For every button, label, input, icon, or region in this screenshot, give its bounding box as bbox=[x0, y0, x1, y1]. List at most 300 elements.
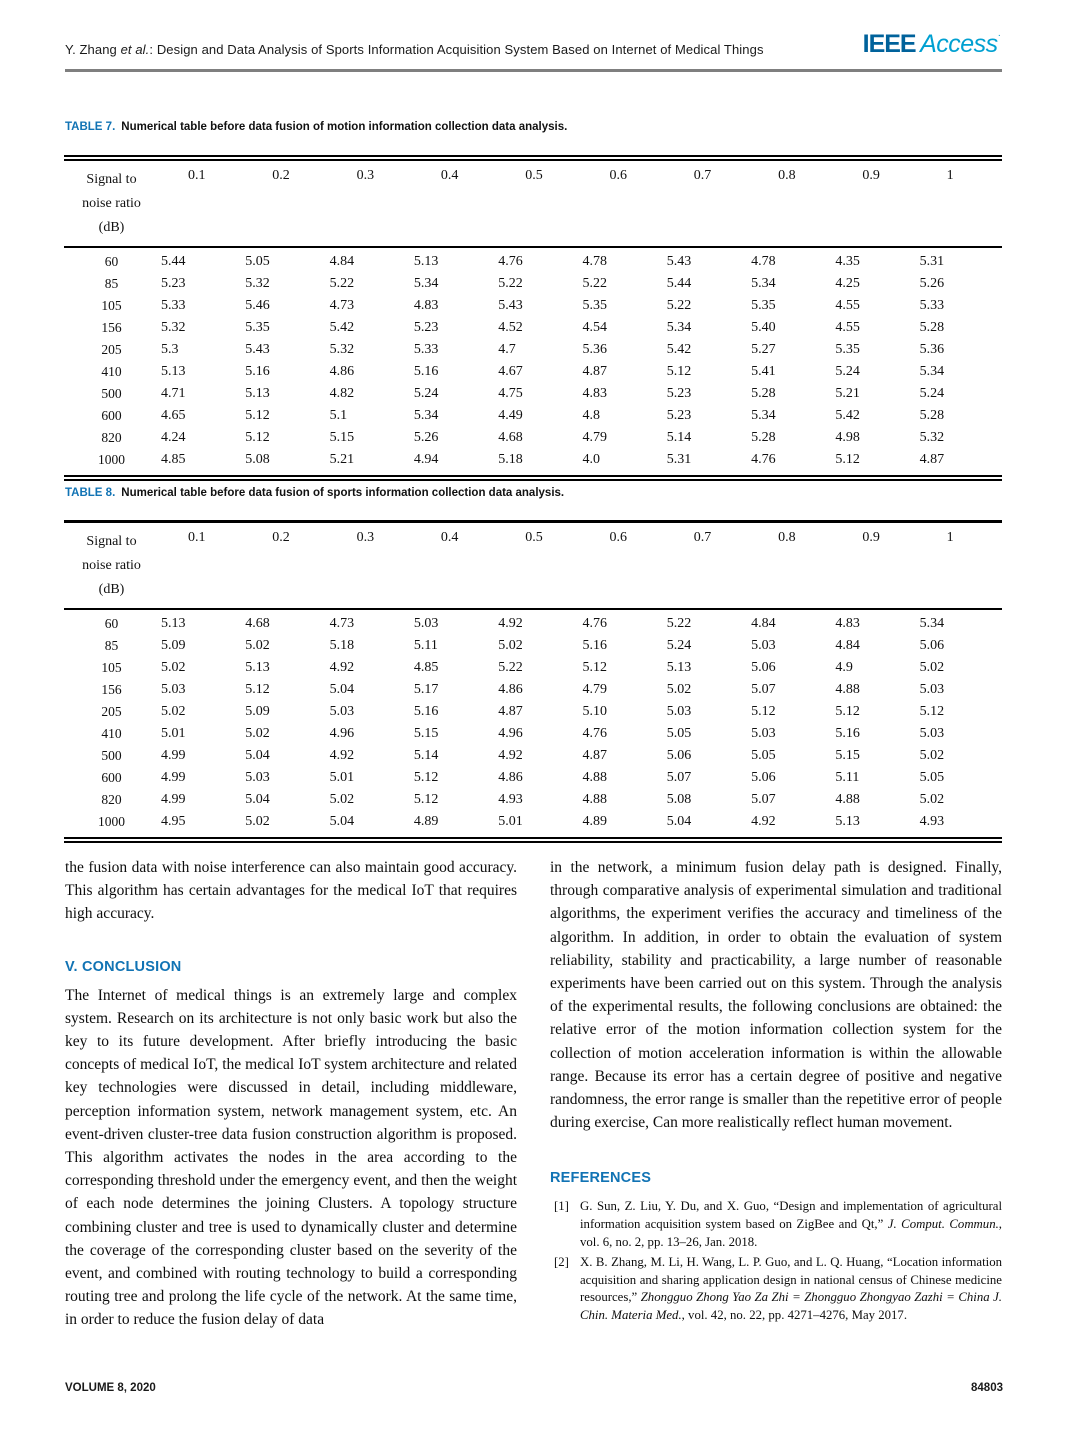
cell-value: 4.35 bbox=[835, 254, 860, 269]
cell-value: 4.99 bbox=[161, 770, 186, 785]
conclusion-paragraph: The Internet of medical things is an extremely large and complex system. Research on its architecture is not only basic work but also the key to its future development. After briefly introducing the basic concepts of medical IoT, the medical IoT system architecture and related key technologies were discussed in detail, including middleware, perception information system, network management system, etc. An event-driven cluster-tree data fusion construction algorithm is proposed. This algorithm activates the nodes in the area according to the corresponding threshold under the emergency event, and then the weight of each node determines the joining Clusters. A topology structure combining cluster and tree is used to dynamically cluster and determine the coverage of the corresponding cluster based on the severity of the event, and combined with routing technology to build a corresponding routing tree and prolong the life cycle of the network. At the same time, in order to reduce the fusion delay of data bbox=[65, 986, 517, 1329]
row-label: 105 bbox=[101, 660, 122, 675]
cell-value: 5.24 bbox=[413, 386, 439, 401]
cell-value: 5.12 bbox=[751, 704, 776, 719]
table8-caption bbox=[65, 487, 564, 499]
cell-value: 5.12 bbox=[413, 792, 439, 807]
cell-value: 5.02 bbox=[245, 638, 270, 653]
cell-value: 4.92 bbox=[498, 748, 523, 763]
cell-value: 5.23 bbox=[666, 386, 692, 401]
table-row bbox=[64, 635, 1002, 657]
cell-value: 5.12 bbox=[835, 452, 860, 467]
cell-value: 5.12 bbox=[245, 682, 270, 697]
cell-value: 5.05 bbox=[245, 254, 270, 269]
cell-value: 5.13 bbox=[666, 660, 692, 675]
cell-value: 5.05 bbox=[666, 726, 692, 741]
cell-value: 5.03 bbox=[751, 726, 776, 741]
cell-value: 5.08 bbox=[245, 452, 270, 467]
running-head-etal: et al. bbox=[120, 42, 150, 57]
references-list bbox=[550, 1198, 1002, 1324]
reference-text: X. B. Zhang, M. Li, H. Wang, L. P. Guo, and L. Q. Huang, “Location information acquisition and sharing application design in national census of Chinese medicine resources,” bbox=[580, 1255, 1002, 1305]
cell-value: 5.04 bbox=[245, 792, 270, 807]
cell-value: 5.18 bbox=[498, 452, 523, 467]
column-header: 0.2 bbox=[272, 168, 290, 183]
cell-value: 4.85 bbox=[413, 660, 439, 675]
cell-value: 4.93 bbox=[919, 814, 945, 829]
cell-value: 4.73 bbox=[329, 298, 355, 313]
reference-text: , vol. 6, no. 2, pp. 13–26, Jan. 2018. bbox=[580, 1217, 1002, 1249]
cell-value: 5.02 bbox=[498, 638, 523, 653]
cell-value: 4.9 bbox=[835, 660, 853, 675]
row-label: 205 bbox=[101, 342, 122, 357]
cell-value: 5.01 bbox=[498, 814, 523, 829]
table8-caption-text: Numerical table before data fusion of sports information collection data analysis. bbox=[121, 487, 565, 499]
cell-value: 5.33 bbox=[413, 342, 439, 357]
cell-value: 4.93 bbox=[498, 792, 523, 807]
cell-value: 4.84 bbox=[329, 254, 355, 269]
left-paragraph: the fusion data with noise interference can also maintain good accuracy. This algorithm has certain advantages for the medical IoT that requires high accuracy. bbox=[65, 859, 517, 923]
cell-value: 4.92 bbox=[329, 660, 355, 675]
table-row bbox=[64, 789, 1002, 811]
cell-value: 4.78 bbox=[582, 254, 607, 269]
table-row bbox=[64, 427, 1002, 449]
reference-text: , vol. 42, no. 22, pp. 4271–4276, May 2017. bbox=[681, 1308, 908, 1322]
running-head-title: : Design and Data Analysis of Sports Information Acquisition System Based on Internet of Medical Things bbox=[149, 42, 764, 57]
cell-value: 4.92 bbox=[329, 748, 355, 763]
cell-value: 5.06 bbox=[666, 748, 692, 763]
cell-value: 4.89 bbox=[582, 814, 607, 829]
column-header: 0.6 bbox=[609, 168, 627, 183]
cell-value: 5.22 bbox=[666, 298, 692, 313]
cell-value: 5.13 bbox=[161, 616, 186, 631]
cell-value: 5.05 bbox=[751, 748, 776, 763]
table-row bbox=[64, 295, 1002, 317]
cell-value: 5.15 bbox=[835, 748, 860, 763]
cell-value: 5.09 bbox=[161, 638, 186, 653]
cell-value: 4.87 bbox=[919, 452, 945, 467]
cell-value: 5.23 bbox=[161, 276, 186, 291]
ieee-logo-text: IEEE bbox=[862, 30, 916, 58]
table-row bbox=[64, 701, 1002, 723]
cell-value: 5.03 bbox=[666, 704, 692, 719]
cell-value: 5.40 bbox=[751, 320, 776, 335]
cell-value: 5.32 bbox=[161, 320, 186, 335]
cell-value: 4.98 bbox=[835, 430, 860, 445]
column-header: 0.6 bbox=[609, 530, 627, 545]
header-row bbox=[64, 522, 1002, 610]
page-number: 84803 bbox=[971, 1382, 1003, 1394]
cell-value: 4.88 bbox=[582, 770, 607, 785]
cell-value: 5.22 bbox=[498, 276, 523, 291]
table7-header bbox=[64, 158, 1002, 247]
cell-value: 5.22 bbox=[666, 616, 692, 631]
cell-value: 5.28 bbox=[919, 408, 945, 423]
cell-value: 5.35 bbox=[751, 298, 776, 313]
cell-value: 5.22 bbox=[582, 276, 607, 291]
cell-value: 5.06 bbox=[751, 660, 776, 675]
row-header-title: Signal to noise ratio (dB) bbox=[82, 534, 141, 597]
table-row bbox=[64, 339, 1002, 361]
cell-value: 5.17 bbox=[413, 682, 439, 697]
row-label: 1000 bbox=[98, 814, 125, 829]
cell-value: 5.36 bbox=[919, 342, 945, 357]
cell-value: 5.07 bbox=[751, 792, 776, 807]
cell-value: 4.84 bbox=[835, 638, 860, 653]
logo-trademark: · bbox=[997, 30, 1001, 41]
cell-value: 5.36 bbox=[582, 342, 607, 357]
column-header: 0.7 bbox=[693, 168, 712, 183]
cell-value: 4.83 bbox=[413, 298, 439, 313]
column-header: 0.8 bbox=[778, 168, 796, 183]
cell-value: 5.05 bbox=[919, 770, 945, 785]
cell-value: 5.11 bbox=[413, 638, 438, 653]
cell-value: 5.12 bbox=[666, 364, 692, 379]
reference-text: G. Sun, Z. Liu, Y. Du, and X. Guo, “Design and implementation of agricultural information acquisition system based on ZigBee and Qt,” bbox=[580, 1199, 1002, 1232]
cell-value: 5.18 bbox=[329, 638, 355, 653]
cell-value: 5.13 bbox=[245, 386, 270, 401]
cell-value: 5.34 bbox=[919, 616, 945, 631]
cell-value: 4.86 bbox=[498, 682, 523, 697]
cell-value: 5.04 bbox=[329, 682, 355, 697]
reference-item bbox=[550, 1254, 1002, 1324]
cell-value: 5.02 bbox=[329, 792, 355, 807]
cell-value: 5.12 bbox=[919, 704, 945, 719]
cell-value: 4.87 bbox=[582, 364, 607, 379]
cell-value: 5.41 bbox=[751, 364, 776, 379]
cell-value: 5.32 bbox=[919, 430, 945, 445]
cell-value: 5.26 bbox=[413, 430, 439, 445]
column-header: 0.7 bbox=[693, 530, 712, 545]
table-row bbox=[64, 317, 1002, 339]
cell-value: 4.95 bbox=[161, 814, 186, 829]
cell-value: 5.14 bbox=[666, 430, 692, 445]
column-header: 1 bbox=[946, 530, 954, 545]
cell-value: 4.99 bbox=[161, 748, 186, 763]
cell-value: 4.78 bbox=[751, 254, 776, 269]
cell-value: 5.02 bbox=[245, 814, 270, 829]
cell-value: 5.34 bbox=[919, 364, 945, 379]
ieee-access-logo bbox=[863, 30, 1001, 59]
cell-value: 4.68 bbox=[245, 616, 270, 631]
cell-value: 5.23 bbox=[666, 408, 692, 423]
column-header: 0.1 bbox=[188, 168, 206, 183]
cell-value: 5.06 bbox=[751, 770, 776, 785]
cell-value: 4.88 bbox=[835, 792, 860, 807]
cell-value: 5.01 bbox=[329, 770, 355, 785]
cell-value: 5.03 bbox=[245, 770, 270, 785]
cell-value: 5.1 bbox=[329, 408, 348, 423]
cell-value: 5.23 bbox=[413, 320, 439, 335]
column-header: 0.5 bbox=[525, 530, 543, 545]
header-divider bbox=[65, 69, 1002, 72]
right-column bbox=[550, 856, 1002, 1332]
cell-value: 4.49 bbox=[498, 408, 523, 423]
cell-value: 4.89 bbox=[413, 814, 439, 829]
cell-value: 5.13 bbox=[835, 814, 860, 829]
cell-value: 4.83 bbox=[835, 616, 860, 631]
cell-value: 5.12 bbox=[582, 660, 607, 675]
row-label: 500 bbox=[101, 386, 122, 401]
page-footer bbox=[65, 1382, 1003, 1394]
table7 bbox=[64, 155, 1002, 481]
table7-caption-text: Numerical table before data fusion of motion information collection data analysis. bbox=[121, 121, 568, 133]
table-row bbox=[64, 811, 1002, 840]
cell-value: 5.12 bbox=[835, 704, 860, 719]
cell-value: 5.14 bbox=[413, 748, 439, 763]
row-label: 105 bbox=[101, 298, 122, 313]
cell-value: 4.94 bbox=[413, 452, 439, 467]
cell-value: 4.76 bbox=[582, 616, 607, 631]
cell-value: 4.84 bbox=[751, 616, 776, 631]
cell-value: 4.8 bbox=[582, 408, 600, 423]
cell-value: 4.86 bbox=[498, 770, 523, 785]
table8 bbox=[64, 520, 1002, 843]
cell-value: 4.96 bbox=[498, 726, 523, 741]
cell-value: 5.21 bbox=[835, 386, 860, 401]
cell-value: 4.55 bbox=[835, 298, 860, 313]
text-columns bbox=[65, 856, 1002, 1332]
reference-journal: J. Comput. Commun. bbox=[887, 1217, 999, 1232]
references-heading: REFERENCES bbox=[550, 1170, 652, 1187]
row-header-title: Signal to noise ratio (dB) bbox=[82, 172, 141, 235]
table7-caption bbox=[65, 121, 567, 133]
row-label: 820 bbox=[101, 430, 122, 445]
cell-value: 5.35 bbox=[582, 298, 607, 313]
running-head-pre: Y. Zhang bbox=[65, 42, 121, 57]
row-label: 410 bbox=[101, 364, 122, 379]
table-row bbox=[64, 657, 1002, 679]
column-header: 0.4 bbox=[440, 530, 459, 545]
cell-value: 5.32 bbox=[329, 342, 355, 357]
cell-value: 5.02 bbox=[245, 726, 270, 741]
cell-value: 5.13 bbox=[245, 660, 270, 675]
table-row bbox=[64, 745, 1002, 767]
cell-value: 5.02 bbox=[161, 704, 186, 719]
column-header: 0.1 bbox=[188, 530, 206, 545]
cell-value: 4.68 bbox=[498, 430, 523, 445]
table-row bbox=[64, 723, 1002, 745]
cell-value: 4.73 bbox=[329, 616, 355, 631]
cell-value: 5.43 bbox=[666, 254, 692, 269]
cell-value: 5.16 bbox=[245, 364, 270, 379]
volume-label: VOLUME 8, 2020 bbox=[65, 1382, 156, 1394]
right-paragraph: in the network, a minimum fusion delay path is designed. Finally, through comparative analysis of experimental simulation and traditional algorithms, the experiment verifies the accuracy and timeliness of the algorithm. In addition, in order to obtain the evaluation of system reliability, stability and practicability, a large number of reasonable experiments have been carried out on this system. Through the analysis of the experimental results, the following conclusions are obtained: the relative error of the motion information collection system for the collection of motion acceleration information is within the allowable range. Because its error has a certain degree of positive and negative randomness, the error range is smaller than the repetitive error of people during exercise, Can more realistically reflect human movement. bbox=[550, 859, 1002, 1132]
row-label: 60 bbox=[104, 616, 119, 631]
column-header: 0.2 bbox=[272, 530, 290, 545]
cell-value: 5.44 bbox=[666, 276, 692, 291]
cell-value: 4.92 bbox=[751, 814, 776, 829]
cell-value: 4.88 bbox=[835, 682, 860, 697]
cell-value: 4.0 bbox=[582, 452, 600, 467]
cell-value: 5.11 bbox=[835, 770, 860, 785]
cell-value: 5.28 bbox=[751, 386, 776, 401]
cell-value: 4.99 bbox=[161, 792, 186, 807]
cell-value: 5.02 bbox=[161, 660, 186, 675]
table-row bbox=[64, 361, 1002, 383]
cell-value: 4.79 bbox=[582, 682, 607, 697]
column-header: 0.3 bbox=[356, 168, 375, 183]
cell-value: 4.96 bbox=[329, 726, 355, 741]
cell-value: 5.03 bbox=[751, 638, 776, 653]
cell-value: 4.55 bbox=[835, 320, 860, 335]
cell-value: 5.02 bbox=[919, 748, 945, 763]
cell-value: 5.28 bbox=[751, 430, 776, 445]
cell-value: 5.15 bbox=[413, 726, 439, 741]
cell-value: 5.16 bbox=[413, 364, 439, 379]
cell-value: 4.85 bbox=[161, 452, 186, 467]
reference-number: [2] bbox=[554, 1255, 569, 1270]
cell-value: 4.79 bbox=[582, 430, 607, 445]
cell-value: 5.02 bbox=[919, 792, 945, 807]
cell-value: 5.10 bbox=[582, 704, 607, 719]
row-label: 820 bbox=[101, 792, 122, 807]
row-label: 156 bbox=[101, 682, 122, 697]
cell-value: 5.24 bbox=[919, 386, 945, 401]
cell-value: 5.01 bbox=[161, 726, 186, 741]
column-header: 0.5 bbox=[525, 168, 543, 183]
cell-value: 5.16 bbox=[413, 704, 439, 719]
table-row bbox=[64, 405, 1002, 427]
cell-value: 4.86 bbox=[329, 364, 355, 379]
row-label: 85 bbox=[104, 276, 119, 291]
cell-value: 4.76 bbox=[751, 452, 776, 467]
cell-value: 5.33 bbox=[161, 298, 186, 313]
cell-value: 4.24 bbox=[161, 430, 186, 445]
table8-body bbox=[64, 609, 1002, 840]
cell-value: 5.03 bbox=[329, 704, 355, 719]
running-head bbox=[65, 42, 764, 57]
cell-value: 4.71 bbox=[161, 386, 186, 401]
column-header: 0.9 bbox=[862, 168, 880, 183]
row-label: 205 bbox=[101, 704, 122, 719]
cell-value: 4.52 bbox=[498, 320, 523, 335]
cell-value: 4.75 bbox=[498, 386, 523, 401]
cell-value: 5.34 bbox=[666, 320, 692, 335]
cell-value: 5.31 bbox=[666, 452, 692, 467]
cell-value: 5.15 bbox=[329, 430, 355, 445]
reference-item bbox=[550, 1198, 1002, 1251]
cell-value: 5.21 bbox=[329, 452, 355, 467]
cell-value: 5.27 bbox=[751, 342, 776, 357]
cell-value: 5.04 bbox=[329, 814, 355, 829]
cell-value: 5.24 bbox=[835, 364, 860, 379]
cell-value: 5.42 bbox=[666, 342, 692, 357]
cell-value: 5.22 bbox=[329, 276, 355, 291]
cell-value: 5.34 bbox=[751, 408, 776, 423]
cell-value: 5.35 bbox=[835, 342, 860, 357]
cell-value: 5.04 bbox=[666, 814, 692, 829]
cell-value: 4.88 bbox=[582, 792, 607, 807]
table8-header bbox=[64, 522, 1002, 610]
cell-value: 5.3 bbox=[161, 342, 179, 357]
cell-value: 5.04 bbox=[245, 748, 270, 763]
table8-label: TABLE 8. bbox=[65, 487, 116, 499]
cell-value: 5.03 bbox=[919, 726, 945, 741]
table-row bbox=[64, 449, 1002, 478]
cell-value: 4.83 bbox=[582, 386, 607, 401]
reference-number: [1] bbox=[554, 1199, 569, 1214]
cell-value: 5.44 bbox=[161, 254, 186, 269]
row-label: 60 bbox=[104, 254, 119, 269]
cell-value: 5.31 bbox=[919, 254, 945, 269]
cell-value: 5.07 bbox=[666, 770, 692, 785]
cell-value: 5.34 bbox=[413, 408, 439, 423]
cell-value: 5.16 bbox=[582, 638, 607, 653]
column-header: 0.3 bbox=[356, 530, 375, 545]
cell-value: 5.43 bbox=[498, 298, 523, 313]
cell-value: 5.42 bbox=[329, 320, 355, 335]
table7-body bbox=[64, 247, 1002, 478]
header-row bbox=[64, 158, 1002, 247]
left-column bbox=[65, 856, 517, 1332]
column-header: 1 bbox=[946, 168, 954, 183]
table-row bbox=[64, 273, 1002, 295]
cell-value: 5.12 bbox=[245, 408, 270, 423]
cell-value: 5.06 bbox=[919, 638, 945, 653]
cell-value: 5.13 bbox=[413, 254, 439, 269]
table7-label: TABLE 7. bbox=[65, 121, 116, 133]
table-row bbox=[64, 383, 1002, 405]
cell-value: 5.22 bbox=[498, 660, 523, 675]
table-row bbox=[64, 609, 1002, 635]
cell-value: 5.02 bbox=[919, 660, 945, 675]
cell-value: 4.54 bbox=[582, 320, 607, 335]
cell-value: 5.32 bbox=[245, 276, 270, 291]
cell-value: 4.87 bbox=[582, 748, 607, 763]
cell-value: 5.07 bbox=[751, 682, 776, 697]
cell-value: 5.02 bbox=[666, 682, 692, 697]
cell-value: 5.35 bbox=[245, 320, 270, 335]
table-row bbox=[64, 767, 1002, 789]
cell-value: 5.16 bbox=[835, 726, 860, 741]
row-label: 500 bbox=[101, 748, 122, 763]
cell-value: 5.46 bbox=[245, 298, 270, 313]
row-label: 600 bbox=[101, 408, 122, 423]
cell-value: 5.28 bbox=[919, 320, 945, 335]
cell-value: 5.42 bbox=[835, 408, 860, 423]
cell-value: 5.34 bbox=[413, 276, 439, 291]
row-label: 156 bbox=[101, 320, 122, 335]
cell-value: 4.76 bbox=[498, 254, 523, 269]
cell-value: 5.12 bbox=[413, 770, 439, 785]
cell-value: 5.08 bbox=[666, 792, 692, 807]
column-header: 0.9 bbox=[862, 530, 880, 545]
cell-value: 4.87 bbox=[498, 704, 523, 719]
reference-journal: Zhongguo Zhong Yao Za Zhi = Zhongguo Zhongyao Zazhi = China J. Chin. Materia Med. bbox=[580, 1290, 1002, 1322]
cell-value: 5.13 bbox=[161, 364, 186, 379]
column-header: 0.4 bbox=[440, 168, 459, 183]
table-row bbox=[64, 247, 1002, 273]
row-label: 85 bbox=[104, 638, 119, 653]
cell-value: 5.24 bbox=[666, 638, 692, 653]
access-logo-text: Access bbox=[920, 30, 998, 58]
cell-value: 4.92 bbox=[498, 616, 523, 631]
cell-value: 4.7 bbox=[498, 342, 516, 357]
cell-value: 5.12 bbox=[245, 430, 270, 445]
cell-value: 5.26 bbox=[919, 276, 945, 291]
column-header: 0.8 bbox=[778, 530, 796, 545]
cell-value: 5.03 bbox=[919, 682, 945, 697]
row-label: 1000 bbox=[98, 452, 125, 467]
cell-value: 5.33 bbox=[919, 298, 945, 313]
cell-value: 4.76 bbox=[582, 726, 607, 741]
cell-value: 4.65 bbox=[161, 408, 186, 423]
cell-value: 5.03 bbox=[413, 616, 439, 631]
cell-value: 4.67 bbox=[498, 364, 523, 379]
conclusion-heading: V. CONCLUSION bbox=[65, 958, 182, 975]
cell-value: 5.34 bbox=[751, 276, 776, 291]
cell-value: 4.82 bbox=[329, 386, 355, 401]
